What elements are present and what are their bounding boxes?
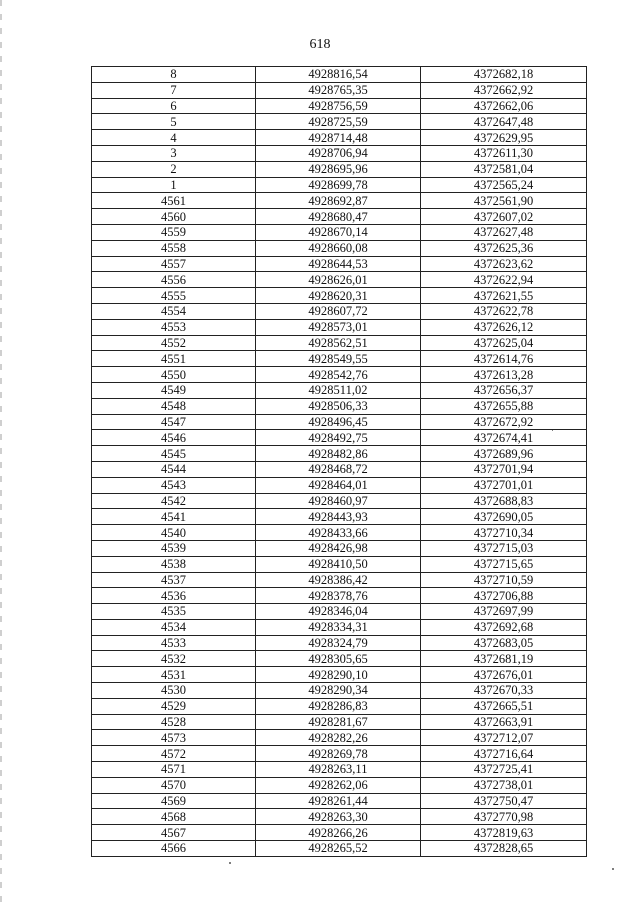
y-coordinate-cell: 4372662,06 <box>421 98 587 114</box>
table-row <box>92 98 587 114</box>
point-number-cell: 4552 <box>92 335 256 351</box>
y-coordinate-cell: 4372676,01 <box>421 667 587 683</box>
x-coordinate-cell: 4928692,87 <box>256 193 421 209</box>
table-row <box>92 303 587 319</box>
y-coordinate-cell: 4372738,01 <box>421 777 587 793</box>
y-coordinate-cell: 4372647,48 <box>421 114 587 130</box>
x-coordinate-cell: 4928378,76 <box>256 588 421 604</box>
table-row <box>92 525 587 541</box>
y-coordinate-cell: 4372819,63 <box>421 825 587 841</box>
point-number-cell: 4536 <box>92 588 256 604</box>
table-row <box>92 446 587 462</box>
y-coordinate-cell: 4372770,98 <box>421 809 587 825</box>
point-number-cell: 4534 <box>92 619 256 635</box>
table-row <box>92 683 587 699</box>
x-coordinate-cell: 4928443,93 <box>256 509 421 525</box>
y-coordinate-cell: 4372607,02 <box>421 209 587 225</box>
scan-speck <box>229 862 231 864</box>
table-row <box>92 161 587 177</box>
y-coordinate-cell: 4372682,18 <box>421 67 587 83</box>
table-row <box>92 398 587 414</box>
table-row <box>92 635 587 651</box>
point-number-cell: 5 <box>92 114 256 130</box>
table-row <box>92 82 587 98</box>
y-coordinate-cell: 4372715,03 <box>421 540 587 556</box>
y-coordinate-cell: 4372688,83 <box>421 493 587 509</box>
coordinates-table-body <box>92 67 587 857</box>
x-coordinate-cell: 4928290,10 <box>256 667 421 683</box>
y-coordinate-cell: 4372663,91 <box>421 714 587 730</box>
y-coordinate-cell: 4372716,64 <box>421 746 587 762</box>
y-coordinate-cell: 4372627,48 <box>421 224 587 240</box>
x-coordinate-cell: 4928706,94 <box>256 145 421 161</box>
point-number-cell: 4546 <box>92 430 256 446</box>
y-coordinate-cell: 4372656,37 <box>421 382 587 398</box>
x-coordinate-cell: 4928660,08 <box>256 240 421 256</box>
table-row <box>92 224 587 240</box>
table-row <box>92 667 587 683</box>
x-coordinate-cell: 4928542,76 <box>256 367 421 383</box>
table-row <box>92 319 587 335</box>
table-row <box>92 841 587 857</box>
point-number-cell: 4573 <box>92 730 256 746</box>
point-number-cell: 4545 <box>92 446 256 462</box>
y-coordinate-cell: 4372625,04 <box>421 335 587 351</box>
x-coordinate-cell: 4928765,35 <box>256 82 421 98</box>
point-number-cell: 4542 <box>92 493 256 509</box>
x-coordinate-cell: 4928468,72 <box>256 461 421 477</box>
x-coordinate-cell: 4928290,34 <box>256 683 421 699</box>
point-number-cell: 8 <box>92 67 256 83</box>
table-row <box>92 651 587 667</box>
scan-speck <box>552 430 553 431</box>
point-number-cell: 2 <box>92 161 256 177</box>
y-coordinate-cell: 4372710,34 <box>421 525 587 541</box>
x-coordinate-cell: 4928464,01 <box>256 477 421 493</box>
x-coordinate-cell: 4928324,79 <box>256 635 421 651</box>
table-row <box>92 351 587 367</box>
point-number-cell: 4569 <box>92 793 256 809</box>
scan-edge <box>0 0 2 905</box>
table-row <box>92 367 587 383</box>
point-number-cell: 4548 <box>92 398 256 414</box>
table-row <box>92 461 587 477</box>
x-coordinate-cell: 4928334,31 <box>256 619 421 635</box>
point-number-cell: 4531 <box>92 667 256 683</box>
x-coordinate-cell: 4928680,47 <box>256 209 421 225</box>
table-row <box>92 588 587 604</box>
x-coordinate-cell: 4928714,48 <box>256 130 421 146</box>
point-number-cell: 4561 <box>92 193 256 209</box>
point-number-cell: 4550 <box>92 367 256 383</box>
point-number-cell: 4535 <box>92 604 256 620</box>
scan-speck <box>612 868 614 870</box>
point-number-cell: 4554 <box>92 303 256 319</box>
y-coordinate-cell: 4372622,94 <box>421 272 587 288</box>
point-number-cell: 4544 <box>92 461 256 477</box>
point-number-cell: 4549 <box>92 382 256 398</box>
table-row <box>92 177 587 193</box>
y-coordinate-cell: 4372629,95 <box>421 130 587 146</box>
table-row <box>92 382 587 398</box>
page-number: 618 <box>309 37 331 52</box>
y-coordinate-cell: 4372613,28 <box>421 367 587 383</box>
table-row <box>92 335 587 351</box>
point-number-cell: 4529 <box>92 698 256 714</box>
x-coordinate-cell: 4928695,96 <box>256 161 421 177</box>
point-number-cell: 4543 <box>92 477 256 493</box>
x-coordinate-cell: 4928482,86 <box>256 446 421 462</box>
point-number-cell: 4557 <box>92 256 256 272</box>
y-coordinate-cell: 4372670,33 <box>421 683 587 699</box>
y-coordinate-cell: 4372674,41 <box>421 430 587 446</box>
y-coordinate-cell: 4372681,19 <box>421 651 587 667</box>
y-coordinate-cell: 4372565,24 <box>421 177 587 193</box>
y-coordinate-cell: 4372665,51 <box>421 698 587 714</box>
y-coordinate-cell: 4372828,65 <box>421 841 587 857</box>
table-row <box>92 509 587 525</box>
table-row <box>92 477 587 493</box>
x-coordinate-cell: 4928725,59 <box>256 114 421 130</box>
point-number-cell: 1 <box>92 177 256 193</box>
table-row <box>92 714 587 730</box>
x-coordinate-cell: 4928506,33 <box>256 398 421 414</box>
x-coordinate-cell: 4928699,78 <box>256 177 421 193</box>
table-row <box>92 809 587 825</box>
point-number-cell: 4559 <box>92 224 256 240</box>
table-row <box>92 619 587 635</box>
x-coordinate-cell: 4928386,42 <box>256 572 421 588</box>
x-coordinate-cell: 4928460,97 <box>256 493 421 509</box>
table-row <box>92 746 587 762</box>
point-number-cell: 4558 <box>92 240 256 256</box>
y-coordinate-cell: 4372625,36 <box>421 240 587 256</box>
x-coordinate-cell: 4928269,78 <box>256 746 421 762</box>
point-number-cell: 4533 <box>92 635 256 651</box>
point-number-cell: 4553 <box>92 319 256 335</box>
x-coordinate-cell: 4928433,66 <box>256 525 421 541</box>
point-number-cell: 4530 <box>92 683 256 699</box>
table-row <box>92 130 587 146</box>
x-coordinate-cell: 4928263,11 <box>256 762 421 778</box>
table-row <box>92 604 587 620</box>
y-coordinate-cell: 4372622,78 <box>421 303 587 319</box>
y-coordinate-cell: 4372715,65 <box>421 556 587 572</box>
table-row <box>92 777 587 793</box>
x-coordinate-cell: 4928305,65 <box>256 651 421 667</box>
point-number-cell: 6 <box>92 98 256 114</box>
x-coordinate-cell: 4928266,26 <box>256 825 421 841</box>
table-row <box>92 414 587 430</box>
x-coordinate-cell: 4928816,54 <box>256 67 421 83</box>
point-number-cell: 4541 <box>92 509 256 525</box>
x-coordinate-cell: 4928410,50 <box>256 556 421 572</box>
y-coordinate-cell: 4372621,55 <box>421 288 587 304</box>
x-coordinate-cell: 4928607,72 <box>256 303 421 319</box>
point-number-cell: 4551 <box>92 351 256 367</box>
x-coordinate-cell: 4928562,51 <box>256 335 421 351</box>
y-coordinate-cell: 4372712,07 <box>421 730 587 746</box>
x-coordinate-cell: 4928286,83 <box>256 698 421 714</box>
y-coordinate-cell: 4372626,12 <box>421 319 587 335</box>
x-coordinate-cell: 4928496,45 <box>256 414 421 430</box>
table-row <box>92 256 587 272</box>
x-coordinate-cell: 4928620,31 <box>256 288 421 304</box>
point-number-cell: 4568 <box>92 809 256 825</box>
table-row <box>92 572 587 588</box>
y-coordinate-cell: 4372689,96 <box>421 446 587 462</box>
point-number-cell: 7 <box>92 82 256 98</box>
point-number-cell: 4 <box>92 130 256 146</box>
table-row <box>92 430 587 446</box>
table-row <box>92 114 587 130</box>
y-coordinate-cell: 4372623,62 <box>421 256 587 272</box>
x-coordinate-cell: 4928346,04 <box>256 604 421 620</box>
y-coordinate-cell: 4372662,92 <box>421 82 587 98</box>
table-row <box>92 145 587 161</box>
point-number-cell: 4538 <box>92 556 256 572</box>
point-number-cell: 4572 <box>92 746 256 762</box>
table-row <box>92 730 587 746</box>
y-coordinate-cell: 4372581,04 <box>421 161 587 177</box>
table-row <box>92 193 587 209</box>
table-row <box>92 240 587 256</box>
point-number-cell: 4547 <box>92 414 256 430</box>
x-coordinate-cell: 4928265,52 <box>256 841 421 857</box>
x-coordinate-cell: 4928573,01 <box>256 319 421 335</box>
y-coordinate-cell: 4372710,59 <box>421 572 587 588</box>
table-row <box>92 540 587 556</box>
table-row <box>92 67 587 83</box>
x-coordinate-cell: 4928282,26 <box>256 730 421 746</box>
y-coordinate-cell: 4372611,30 <box>421 145 587 161</box>
x-coordinate-cell: 4928644,53 <box>256 256 421 272</box>
x-coordinate-cell: 4928549,55 <box>256 351 421 367</box>
table-row <box>92 762 587 778</box>
y-coordinate-cell: 4372655,88 <box>421 398 587 414</box>
table-row <box>92 825 587 841</box>
point-number-cell: 4540 <box>92 525 256 541</box>
point-number-cell: 4539 <box>92 540 256 556</box>
y-coordinate-cell: 4372697,99 <box>421 604 587 620</box>
y-coordinate-cell: 4372701,01 <box>421 477 587 493</box>
point-number-cell: 4528 <box>92 714 256 730</box>
x-coordinate-cell: 4928511,02 <box>256 382 421 398</box>
y-coordinate-cell: 4372701,94 <box>421 461 587 477</box>
table-row <box>92 288 587 304</box>
y-coordinate-cell: 4372683,05 <box>421 635 587 651</box>
x-coordinate-cell: 4928262,06 <box>256 777 421 793</box>
table-row <box>92 493 587 509</box>
point-number-cell: 4566 <box>92 841 256 857</box>
table-row <box>92 793 587 809</box>
point-number-cell: 4532 <box>92 651 256 667</box>
point-number-cell: 4567 <box>92 825 256 841</box>
y-coordinate-cell: 4372672,92 <box>421 414 587 430</box>
point-number-cell: 4537 <box>92 572 256 588</box>
table-row <box>92 272 587 288</box>
point-number-cell: 4560 <box>92 209 256 225</box>
x-coordinate-cell: 4928261,44 <box>256 793 421 809</box>
table-row <box>92 556 587 572</box>
point-number-cell: 4571 <box>92 762 256 778</box>
x-coordinate-cell: 4928626,01 <box>256 272 421 288</box>
y-coordinate-cell: 4372725,41 <box>421 762 587 778</box>
y-coordinate-cell: 4372614,76 <box>421 351 587 367</box>
y-coordinate-cell: 4372750,47 <box>421 793 587 809</box>
x-coordinate-cell: 4928492,75 <box>256 430 421 446</box>
x-coordinate-cell: 4928263,30 <box>256 809 421 825</box>
x-coordinate-cell: 4928670,14 <box>256 224 421 240</box>
point-number-cell: 3 <box>92 145 256 161</box>
y-coordinate-cell: 4372690,05 <box>421 509 587 525</box>
x-coordinate-cell: 4928281,67 <box>256 714 421 730</box>
x-coordinate-cell: 4928426,98 <box>256 540 421 556</box>
y-coordinate-cell: 4372706,88 <box>421 588 587 604</box>
coordinates-table <box>91 66 587 857</box>
table-row <box>92 209 587 225</box>
x-coordinate-cell: 4928756,59 <box>256 98 421 114</box>
point-number-cell: 4556 <box>92 272 256 288</box>
point-number-cell: 4570 <box>92 777 256 793</box>
table-row <box>92 698 587 714</box>
point-number-cell: 4555 <box>92 288 256 304</box>
y-coordinate-cell: 4372561,90 <box>421 193 587 209</box>
y-coordinate-cell: 4372692,68 <box>421 619 587 635</box>
